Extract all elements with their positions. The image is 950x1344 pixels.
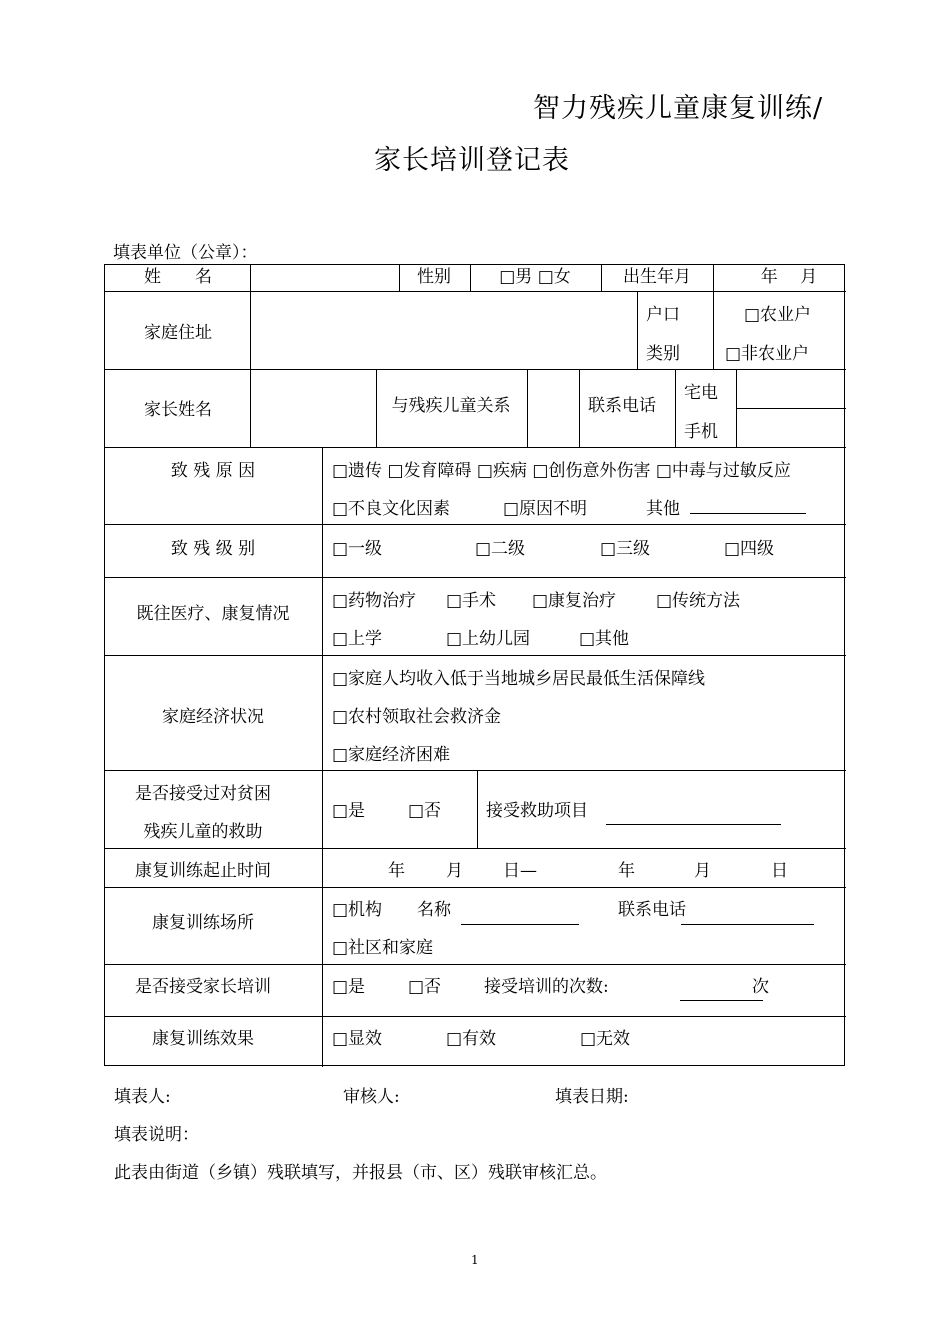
economy-option-hardship[interactable]: □家庭经济困难 (332, 745, 451, 765)
col-divider (736, 369, 737, 447)
home-phone-label: 宅电 (684, 383, 718, 403)
economy-label: 家庭经济状况 (162, 707, 264, 727)
history-option-school[interactable]: □上学 (332, 629, 383, 649)
hukou-label-line2: 类别 (646, 344, 680, 364)
notes-label: 填表说明： (114, 1125, 199, 1145)
reviewer-label: 审核人: (343, 1087, 400, 1107)
parent-training-label: 是否接受家长培训 (135, 977, 271, 997)
period-start-month[interactable]: 月 (446, 861, 463, 881)
history-option-other[interactable]: □其他 (579, 629, 630, 649)
cause-option-bad-culture[interactable]: □不良文化因素 (332, 499, 451, 519)
row-divider (105, 524, 846, 525)
row-divider (105, 369, 846, 370)
level-option-1[interactable]: □一级 (332, 539, 383, 559)
label-column-divider (322, 447, 323, 1067)
effect-option-effective[interactable]: □有效 (446, 1029, 497, 1049)
col-divider (527, 369, 528, 447)
period-end-day[interactable]: 日 (771, 861, 788, 881)
aid-no-option[interactable]: □否 (408, 801, 442, 821)
venue-name-label: 名称 (417, 900, 451, 920)
period-end-month[interactable]: 月 (694, 861, 711, 881)
relation-label: 与残疾儿童关系 (391, 396, 511, 416)
history-option-rehab[interactable]: □康复治疗 (532, 591, 617, 611)
history-label: 既往医疗、康复情况 (136, 604, 290, 624)
col-divider (250, 291, 251, 447)
form-title-line2: 家长培训登记表 (374, 145, 570, 176)
history-option-surgery[interactable]: □手术 (446, 591, 497, 611)
period-end-year[interactable]: 年 (618, 861, 635, 881)
aid-label-line2: 残疾儿童的救助 (143, 822, 263, 842)
col-divider (675, 369, 676, 447)
aid-label-line1: 是否接受过对贫困 (135, 784, 271, 804)
row-divider (105, 848, 846, 849)
phone-label: 联系电话 (588, 396, 656, 416)
training-period-label: 康复训练起止时间 (135, 861, 271, 881)
training-count-unit: 次 (752, 977, 769, 997)
row-divider (105, 577, 846, 578)
row-divider (105, 447, 846, 448)
page-number: 1 (471, 1253, 479, 1267)
address-label: 家庭住址 (144, 323, 212, 343)
col-divider (637, 291, 638, 369)
note-text: 此表由街道（乡镇）残联填写，并报县（市、区）残联审核汇总。 (114, 1163, 607, 1183)
venue-phone-label: 联系电话 (618, 900, 686, 920)
gender-label: 性别 (417, 267, 451, 287)
name-label: 姓 名 (144, 267, 212, 287)
col-divider (601, 265, 602, 291)
aid-project-blank[interactable] (606, 824, 781, 825)
col-divider (470, 265, 471, 291)
training-count-blank[interactable] (680, 1000, 763, 1001)
hukou-label-line1: 户口 (646, 305, 680, 325)
phone-split-divider (736, 408, 846, 409)
dob-label: 出生年月 (623, 267, 691, 287)
parent-training-no[interactable]: □否 (408, 977, 442, 997)
disability-level-label: 致 残 级 别 (170, 539, 256, 559)
venue-community-option[interactable]: □社区和家庭 (332, 938, 434, 958)
hukou-option-agricultural[interactable]: □农业户 (744, 305, 812, 325)
row-divider (105, 964, 846, 965)
row-divider (105, 1016, 846, 1017)
aid-yes-option[interactable]: □是 (332, 801, 366, 821)
economy-option-relief[interactable]: □农村领取社会救济金 (332, 707, 502, 727)
training-count-label: 接受培训的次数: (484, 977, 609, 997)
col-divider (713, 265, 714, 291)
gender-options[interactable]: □男 □女 (499, 267, 571, 287)
col-divider (579, 369, 580, 447)
level-option-4[interactable]: □四级 (724, 539, 775, 559)
cause-option-unknown[interactable]: □原因不明 (503, 499, 588, 519)
level-option-2[interactable]: □二级 (475, 539, 526, 559)
hukou-option-non-agricultural[interactable]: □非农业户 (725, 344, 810, 364)
row-divider (105, 887, 846, 888)
parent-name-label: 家长姓名 (144, 400, 212, 420)
fill-unit-label: 填表单位（公章）： (113, 243, 258, 263)
history-option-traditional[interactable]: □传统方法 (656, 591, 741, 611)
row-divider (105, 291, 846, 292)
disability-cause-label: 致 残 原 因 (170, 461, 256, 481)
fill-date-label: 填表日期: (555, 1087, 629, 1107)
filler-label: 填表人: (114, 1087, 171, 1107)
cause-other-blank[interactable] (690, 513, 806, 514)
dob-value[interactable]: 年 月 (760, 267, 818, 287)
row-divider (105, 655, 846, 656)
col-divider (477, 770, 478, 848)
effect-option-significant[interactable]: □显效 (332, 1029, 383, 1049)
venue-institution-option[interactable]: □机构 (332, 900, 383, 920)
cause-options-line1[interactable]: □遗传 □发育障碍 □疾病 □创伤意外伤害 □中毒与过敏反应 (332, 461, 791, 481)
level-option-3[interactable]: □三级 (600, 539, 651, 559)
col-divider (250, 265, 251, 291)
mobile-label: 手机 (684, 422, 718, 442)
registration-form-table (104, 264, 845, 1066)
cause-other-label: 其他 (646, 499, 680, 519)
parent-training-yes[interactable]: □是 (332, 977, 366, 997)
effect-label: 康复训练效果 (152, 1029, 254, 1049)
row-divider (105, 770, 846, 771)
col-divider (713, 291, 714, 369)
effect-option-ineffective[interactable]: □无效 (580, 1029, 631, 1049)
history-option-medication[interactable]: □药物治疗 (332, 591, 417, 611)
venue-name-blank[interactable] (461, 924, 579, 925)
venue-label: 康复训练场所 (152, 913, 254, 933)
col-divider (399, 265, 400, 291)
period-start-day[interactable]: 日— (503, 861, 537, 881)
economy-option-low-income[interactable]: □家庭人均收入低于当地城乡居民最低生活保障线 (332, 669, 706, 689)
venue-phone-blank[interactable] (681, 924, 814, 925)
period-start-year[interactable]: 年 (388, 861, 405, 881)
col-divider (376, 369, 377, 447)
history-option-kindergarten[interactable]: □上幼儿园 (446, 629, 531, 649)
aid-project-label: 接受救助项目 (486, 801, 588, 821)
form-title-line1: 智力残疾儿童康复训练/ (533, 93, 824, 124)
